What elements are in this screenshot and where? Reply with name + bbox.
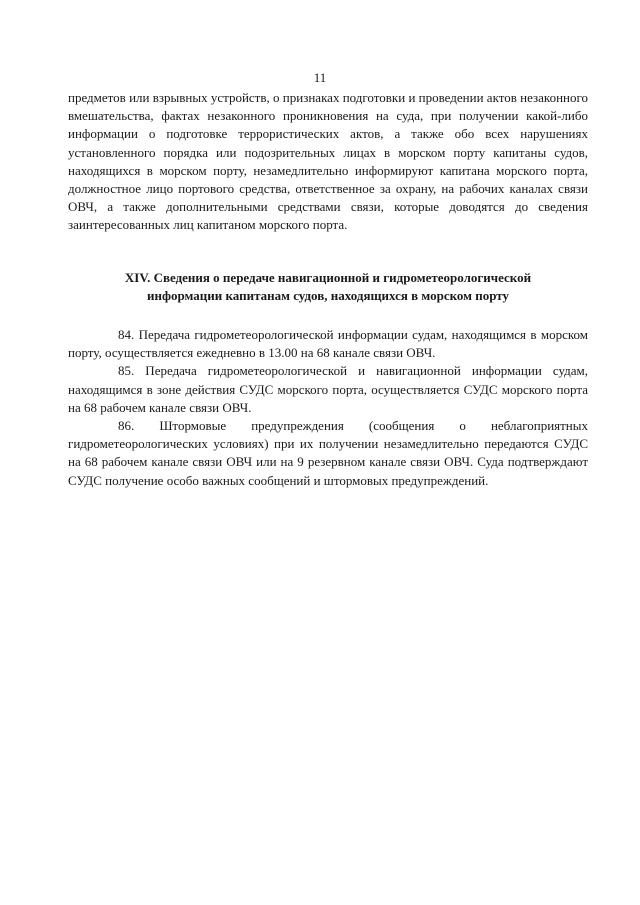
continuation-paragraph-block — [68, 89, 588, 235]
section-heading-line-2: информации капитанам судов, находящихся в морском порту — [146, 288, 510, 303]
continuation-paragraph: предметов или взрывных устройств, о признаках подготовки и проведении актов незаконного вмешательства, фактах незаконного проникновения на суда, при получении какой-либо информации о подготовке террористических актов, а также обо всех нарушениях установленного порядка или подозрительных лицах в морском порту капитаны судов, находящихся в морском порту, незамедлительно информируют капитана морского порта, должностное лицо портового средства, ответственное за охрану, на рабочих каналах связи ОВЧ, а также дополнительными средствами связи, которые доводятся до сведения заинтересованных лиц капитаном морского порта. — [68, 90, 588, 233]
page-number: 11 — [313, 70, 327, 85]
item-86: 86. Штормовые предупреждения (сообщения о неблагоприятных гидрометеорологических условиях) при их получении незамедлительно передаются СУДС на 68 рабочем канале связи ОВЧ или на 9 резервном канале связи ОВЧ. Суда подтверждают СУДС получение особо важных сообщений и штормовых предупреждений. — [68, 418, 588, 488]
section-heading-line-1: XIV. Сведения о передаче навигационной и гидрометеорологической — [124, 270, 532, 285]
numbered-items — [68, 326, 588, 490]
item-84: 84. Передача гидрометеорологической информации судам, находящимся в морском порту, осуществляется ежедневно в 13.00 на 68 канале связи ОВЧ. — [68, 327, 588, 361]
section-heading — [68, 269, 588, 305]
item-85: 85. Передача гидрометеорологической и навигационной информации судам, находящимся в зоне действия СУДС морского порта, осуществляется СУДС морского порта на 68 рабочем канале связи ОВЧ. — [68, 363, 588, 415]
